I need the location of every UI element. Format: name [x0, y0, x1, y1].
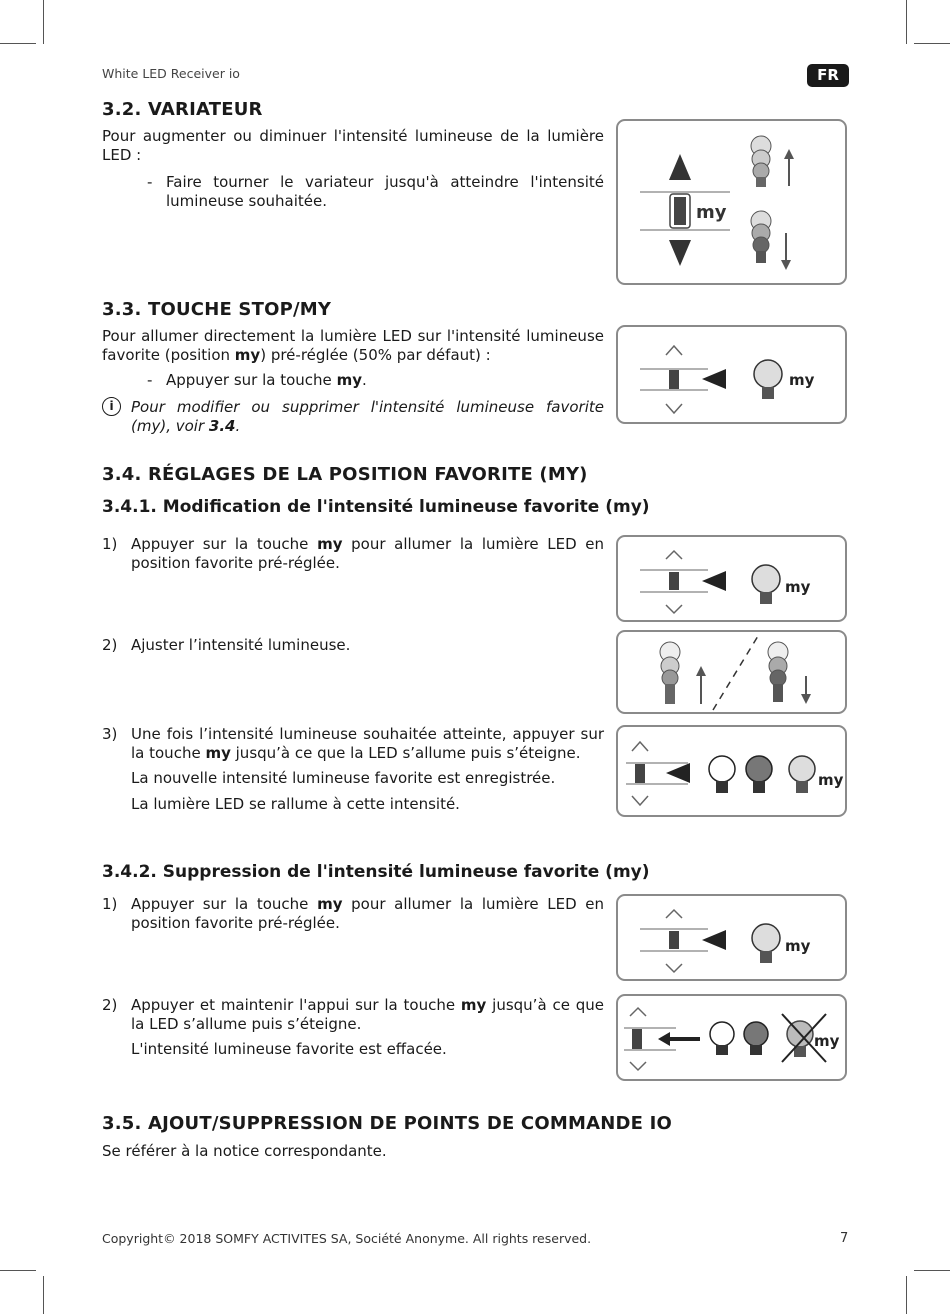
crop-mark [43, 0, 44, 44]
section-title-3-2: 3.2. VARIATEUR [102, 99, 263, 120]
section-3-3-step [147, 371, 604, 390]
delete-step-2: 2) Appuyer et maintenir l'appui sur la touche my jusqu’à ce que la LED s’allume puis s’éteigne. L'intensité lumineuse favorite est effacée. [102, 996, 604, 1058]
bullet-dash: - [147, 371, 153, 389]
bullet-dash: - [147, 173, 153, 191]
running-header: White LED Receiver io [102, 66, 240, 81]
crop-mark [906, 1276, 907, 1314]
crop-mark [906, 0, 907, 44]
svg-text:my: my [789, 371, 815, 389]
svg-text:my: my [696, 202, 727, 223]
info-icon: i [102, 397, 121, 416]
crop-mark [0, 43, 36, 44]
my-button-illustration [616, 325, 847, 424]
section-3-5-text: Se référer à la notice correspondante. [102, 1142, 387, 1160]
step-illustration-delete [616, 994, 847, 1081]
subsection-title-3-4-2: 3.4.2. Suppression de l'intensité lumineuse favorite (my) [102, 862, 650, 882]
section-title-3-5: 3.5. AJOUT/SUPPRESSION DE POINTS DE COMMANDE IO [102, 1113, 672, 1134]
info-note [102, 398, 604, 435]
language-badge: FR [807, 64, 849, 87]
subsection-title-3-4-1: 3.4.1. Modification de l'intensité lumineuse favorite (my) [102, 497, 650, 517]
modify-step-1: 1) Appuyer sur la touche my pour allumer la lumière LED en position favorite pré-réglée. [102, 535, 604, 572]
crop-mark [914, 1270, 950, 1271]
modify-step-2: 2) Ajuster l’intensité lumineuse. [102, 636, 351, 654]
dimmer-illustration [616, 119, 847, 285]
svg-text:my: my [785, 937, 811, 955]
info-note-text: Pour modifier ou supprimer l'intensité lumineuse favorite (my), voir 3.4. [131, 398, 604, 435]
modify-step-3: 3) Une fois l’intensité lumineuse souhaitée atteinte, appuyer sur la touche my jusqu’à ce que la LED s’allume puis s’éteigne. La nouvelle intensité lumineuse favorite est enregistrée. La lumière LED se rallume à cette intensité. [102, 725, 604, 813]
svg-text:my: my [814, 1032, 840, 1050]
step-illustration-adjust [616, 630, 847, 714]
section-3-2-step [147, 173, 604, 210]
copyright: Copyright© 2018 SOMFY ACTIVITES SA, Société Anonyme. All rights reserved. [102, 1231, 592, 1246]
step-illustration-press-my-2 [616, 894, 847, 981]
svg-text:my: my [818, 771, 844, 789]
crop-mark [914, 43, 950, 44]
section-3-3-intro: Pour allumer directement la lumière LED sur l'intensité lumineuse favorite (position my) pré-réglée (50% par défaut) : [102, 327, 604, 364]
delete-step-1: 1) Appuyer sur la touche my pour allumer la lumière LED en position favorite pré-réglée. [102, 895, 604, 932]
step-illustration-press-my [616, 535, 847, 622]
crop-mark [43, 1276, 44, 1314]
svg-text:my: my [785, 578, 811, 596]
step-text: Appuyer sur la touche my. [166, 371, 367, 389]
section-title-3-4: 3.4. RÉGLAGES DE LA POSITION FAVORITE (MY) [102, 464, 588, 485]
step-text: Faire tourner le variateur jusqu'à atteindre l'intensité lumineuse souhaitée. [166, 173, 604, 210]
section-title-3-3: 3.3. TOUCHE STOP/MY [102, 299, 332, 320]
step-illustration-save [616, 725, 847, 817]
crop-mark [0, 1270, 36, 1271]
section-3-2-intro: Pour augmenter ou diminuer l'intensité lumineuse de la lumière LED : [102, 127, 604, 164]
page-number: 7 [840, 1231, 849, 1246]
